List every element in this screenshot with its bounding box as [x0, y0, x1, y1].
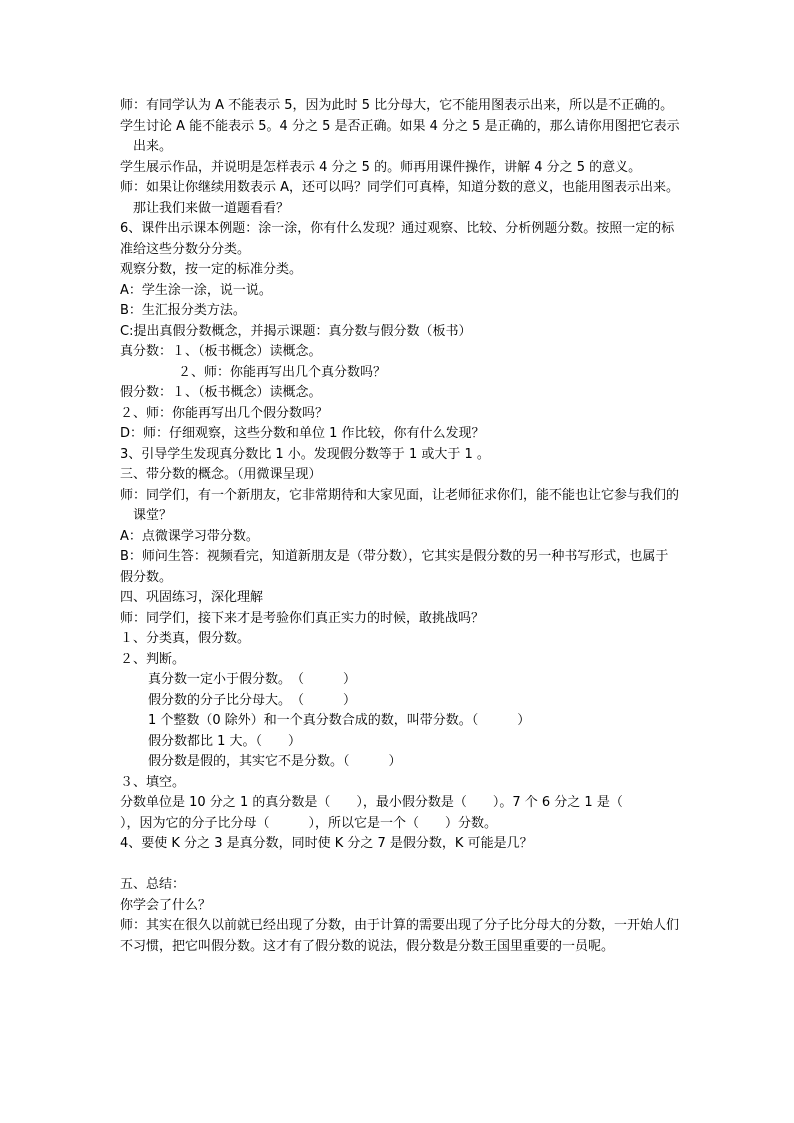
paragraph: D：师：仔细观察，这些分数和单位 1 作比较，你有什么发现？	[120, 426, 485, 441]
list-item: ２、判断。	[120, 651, 186, 667]
judgement-item: 假分数的分子比分母大。 （ ）	[148, 692, 357, 708]
paragraph: A：学生涂一涂，说一说。	[120, 282, 272, 298]
blank-line	[120, 855, 680, 876]
paragraph: 观察分数，按一定的标准分类。	[120, 262, 303, 277]
list-item: 4、要使 K 分之 3 是真分数，同时使 K 分之 7 是假分数，K 可能是几？	[120, 836, 533, 851]
paragraph: 师：如果让你继续用数表示 A，还可以吗？同学们可真棒，知道分数的意义，也能用图表示出来。那让我们来做一道题看看？	[120, 180, 680, 216]
list-item: １、分类真，假分数。	[120, 631, 251, 646]
judgement-item: 假分数是假的，其实它不是分数。（ ）	[148, 754, 402, 769]
paragraph: 真分数：１、（板书概念）读概念。	[120, 344, 322, 359]
paragraph: 你学会了什么？	[120, 897, 212, 913]
paragraph: 3、引导学生发现真分数比 1 小。发现假分数等于 1 或大于 1 。	[120, 446, 490, 462]
paragraph: 师：同学们，有一个新朋友，它非常期待和大家见面，让老师征求你们，能不能也让它参与我们的课堂？	[120, 487, 680, 523]
judgement-item: 1 个整数（0 除外）和一个真分数合成的数，叫带分数。（ ）	[148, 713, 531, 728]
paragraph: ２、师：你能再写出几个真分数吗？	[178, 364, 387, 380]
section-heading: 三、带分数的概念。（用微课呈现）	[120, 467, 322, 482]
paragraph: 6、课件出示课本例题：涂一涂，你有什么发现？通过观察、比较、分析例题分数。按照一定的标准给这些分数分分类。	[120, 221, 675, 257]
section-heading: 五、总结：	[120, 877, 186, 892]
paragraph: 师：同学们，接下来才是考验你们真正实力的时候，敢挑战吗？	[120, 610, 485, 626]
paragraph: 学生讨论 A 能不能表示 5。4 分之 5 是否正确。如果 4 分之 5 是正确的，那么请你用图把它表示出来。	[120, 118, 680, 154]
list-item: ３、填空。	[120, 774, 186, 790]
paragraph: B：师问生答：视频看完，知道新朋友是（带分数），它其实是假分数的另一种书写形式，也属于假分数。	[120, 549, 669, 585]
paragraph: 假分数：１、（板书概念）读概念。	[120, 385, 322, 400]
paragraph: C:提出真假分数概念，并揭示课题：真分数与假分数（板书）	[120, 323, 472, 339]
paragraph: 师：有同学认为 A 不能表示 5，因为此时 5 比分母大，它不能用图表示出来，所以是不正确的。	[120, 98, 674, 113]
judgement-item: 真分数一定小于假分数。 （ ）	[148, 672, 357, 687]
paragraph: ２、师：你能再写出几个假分数吗？	[120, 405, 329, 421]
paragraph: 学生展示作品，并说明是怎样表示 4 分之 5 的。师再用课件操作，讲解 4 分之 5 的意义。	[120, 159, 642, 175]
paragraph: 师：其实在很久以前就已经出现了分数，由于计算的需要出现了分子比分母大的分数，一开始人们不习惯，把它叫假分数。这才有了假分数的说法，假分数是分数王国里重要的一员呢。	[120, 918, 680, 954]
judgement-item: 假分数都比 1 大。（ ）	[148, 733, 302, 749]
document-body	[120, 96, 680, 957]
paragraph: A：点微课学习带分数。	[120, 528, 259, 544]
paragraph: B：生汇报分类方法。	[120, 303, 246, 318]
fill-in-item: 分数单位是 10 分之 1 的真分数是（ ），最小假分数是（ ）。7 个 6 分之 1 是（ ），因为它的分子比分母（ ），所以它是一个（ ）分数。	[120, 795, 662, 831]
section-heading: 四、巩固练习，深化理解	[120, 590, 264, 605]
